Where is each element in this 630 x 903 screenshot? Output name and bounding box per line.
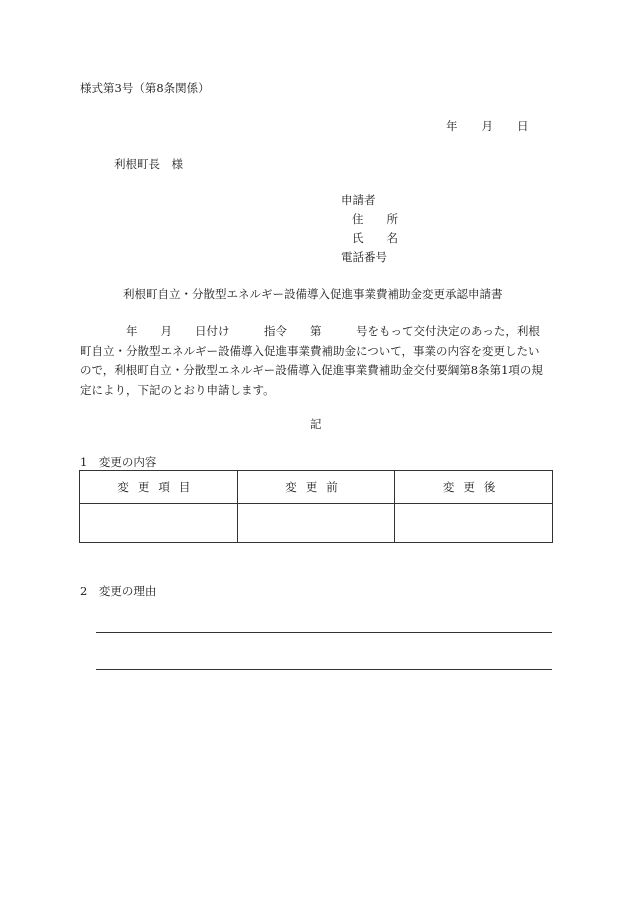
table-row [80,504,553,543]
addressee: 利根町長 様 [114,157,183,171]
body-paragraph [80,322,560,400]
applicant-name-label: 氏 名 [352,231,398,245]
body-line: 年 月 日付け 指令 第 号をもって交付決定のあった，利根 [80,324,540,338]
body-line: ので，利根町自立・分散型エネルギー設備導入促進事業費補助金交付要綱第8条第1項の規 [80,363,543,377]
body-line: 定により，下記のとおり申請します。 [80,382,275,397]
reason-line-1[interactable] [96,632,552,633]
ki-heading: 記 [310,417,322,431]
date-month-label: 月 [481,119,493,133]
column-header-before: 変更前 [237,471,395,504]
applicant-address-label: 住 所 [352,212,398,226]
body-line: 町自立・分散型エネルギー設備導入促進事業費補助金について，事業の内容を変更したい [80,343,540,358]
changes-table [79,470,553,543]
cell-before[interactable] [237,504,395,543]
date-line [446,119,529,133]
document-title: 利根町自立・分散型エネルギー設備導入促進事業費補助金変更承認申請書 [123,287,503,301]
date-year-label: 年 [446,119,458,133]
changes-table-header-row [80,471,553,504]
cell-after[interactable] [395,504,553,543]
cell-item[interactable] [80,504,238,543]
applicant-heading: 申請者 [341,193,376,207]
column-header-after: 変更後 [395,471,553,504]
section1-heading: 1 変更の内容 [80,455,157,469]
form-number: 様式第3号（第8条関係） [80,81,210,95]
reason-line-2[interactable] [96,669,552,670]
date-day-label: 日 [517,119,529,133]
column-header-item: 変更項目 [80,471,238,504]
applicant-phone-label: 電話番号 [341,250,387,264]
section2-heading: 2 変更の理由 [80,584,157,598]
